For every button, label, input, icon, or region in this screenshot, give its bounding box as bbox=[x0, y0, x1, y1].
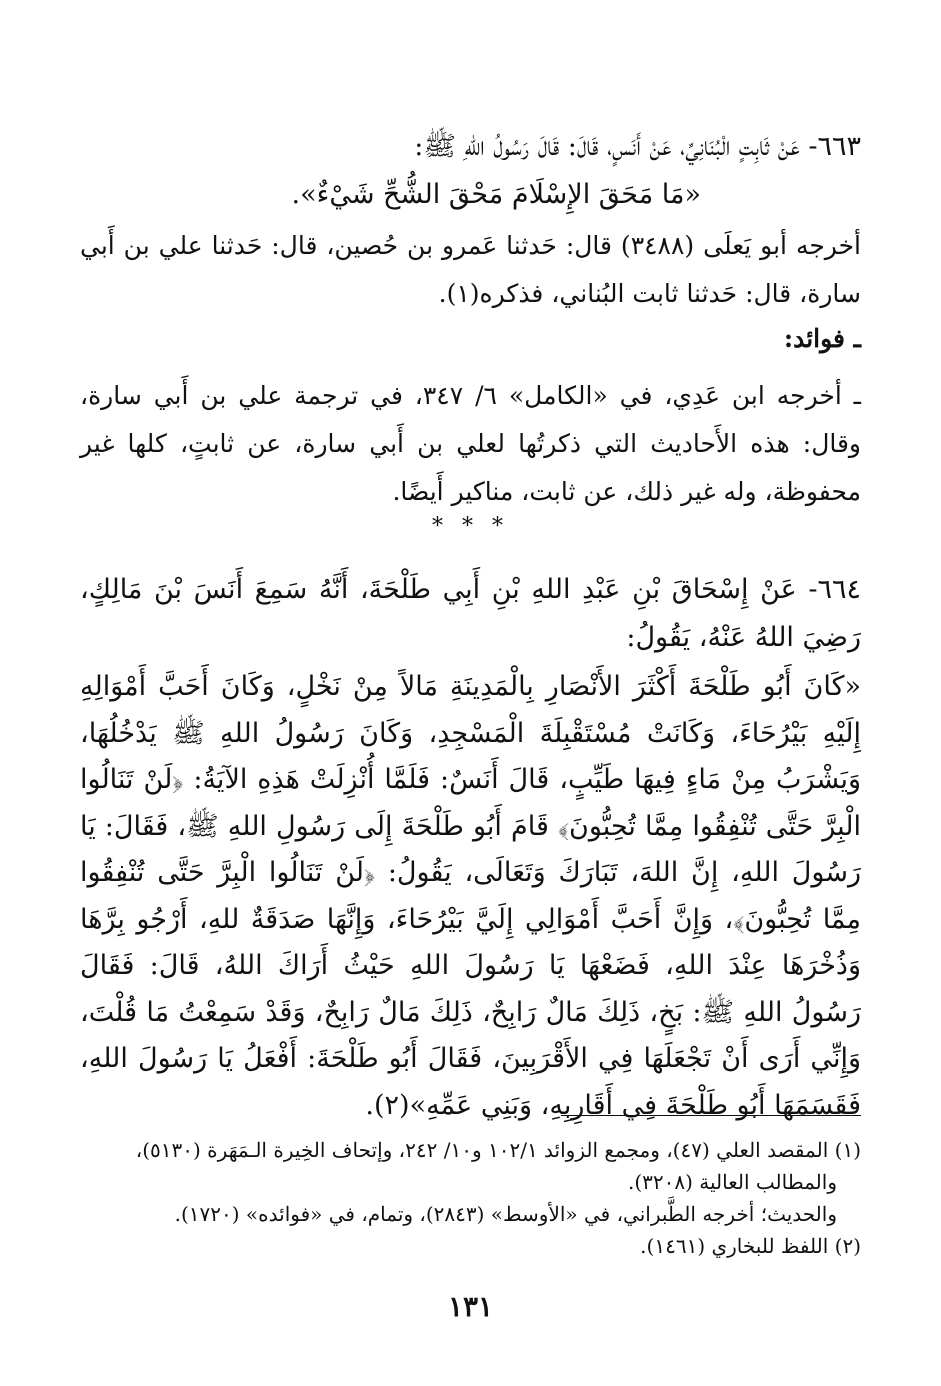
hadith-663-isnad: ٦٦٣- عَنْ ثَابِتٍ الْبُنَانِيِّ، عَنْ أَنَسٍ، قَالَ: قَالَ رَسُولُ اللهِ ﷺ: bbox=[414, 131, 861, 162]
footnote-1-line2: والمطالب العالية (٣٢٠٨). bbox=[627, 1170, 837, 1194]
footnote-1-line1: (١) المقصد العلي (٤٧)، ومجمع الزوائد ١٠٢/١ و١٠/ ٢٤٢، وإتحاف الخِيرة الـمَهَرة (٥١٣٠)، bbox=[135, 1138, 861, 1162]
section-separator: * * * bbox=[432, 514, 509, 539]
footnote-2: (٢) اللفظ للبخاري (١٤٦١). bbox=[640, 1234, 861, 1258]
footnotes bbox=[80, 1134, 861, 1262]
hadith-664-matn: «كَانَ أَبُو طَلْحَةَ أَكْثَرَ الأَنْصَارِ بِالْمَدِينَةِ مَالاً مِنْ نَخْلٍ، وَكَانَ أَحَبَّ أَمْوَالِهِ إِلَيْهِ بَيْرُحَاءَ، وَكَانَتْ مُسْتَقْبِلَةَ الْمَسْجِدِ، وَكَانَ رَسُولُ اللهِ ﷺ يَدْخُلُهَا، وَيَشْرَبُ مِنْ مَاءٍ فِيهَا طَيِّبٍ، قَالَ أَنَسٌ: فَلَمَّا أُنْزِلَتْ هَذِهِ الآيَةُ: ﴿لَنْ تَنَالُوا الْبِرَّ حَتَّى تُنْفِقُوا مِمَّا تُحِبُّونَ﴾ قَامَ أَبُو طَلْحَةَ إِلَى رَسُولِ اللهِ ﷺ، فَقَالَ: يَا رَسُولَ اللهِ، إِنَّ اللهَ، تَبَارَكَ وَتَعَالَى، يَقُولُ: ﴿لَنْ تَنَالُوا الْبِرَّ حَتَّى تُنْفِقُوا مِمَّا تُحِبُّونَ﴾، وَإِنَّ أَحَبَّ أَمْوَالِي إِلَيَّ بَيْرُحَاءَ، وَإِنَّهَا صَدَقَةٌ للهِ، أَرْجُو بِرَّهَا وَذُخْرَهَا عِنْدَ اللهِ، فَضَعْهَا يَا رَسُولَ اللهِ حَيْثُ أَرَاكَ اللهُ، قَالَ: فَقَالَ رَسُولُ اللهِ ﷺ: بَخٍ، ذَلِكَ مَالٌ رَابِحٌ، ذَلِكَ مَالٌ رَابِحٌ، وَقَدْ سَمِعْتُ مَا قُلْتَ، وَإِنِّي أَرَى أَنْ تَجْعَلَهَا فِي الأَقْرَبِينَ، فَقَالَ أَبُو طَلْحَةَ: أَفْعَلُ يَا رَسُولَ اللهِ، فَقَسَمَهَا أَبُو طَلْحَةَ فِي أَقَارِبِهِ، وَبَنِي عَمِّهِ»(٢). bbox=[80, 671, 861, 1121]
fawaid-text: ـ أخرجه ابن عَدِي، في «الكامل» ٦/ ٣٤٧، في ترجمة علي بن أَبي سارة، وقال: هذه الأَحاديث التي ذكرتُها لعلي بن أَبي سارة، عن ثابتٍ، كلها غير محفوظة، وله غير ذلك، عن ثابت، مناكير أَيضًا. bbox=[80, 381, 861, 506]
footnote-1-line3: والحديث؛ أخرجه الطَّبراني، في «الأوسط» (٢٨٤٣)، وتمام، في «فوائده» (١٧٢٠). bbox=[174, 1202, 837, 1226]
hadith-663-matn: «مَا مَحَقَ الإِسْلَامَ مَحْقَ الشُّحِّ شَيْءٌ». bbox=[291, 179, 701, 210]
hadith-663-takhrij: أخرجه أبو يَعلَى (٣٤٨٨) قال: حَدثنا عَمرو بن حُصين، قال: حَدثنا علي بن أَبي سارة، قال: حَدثنا ثابت البُناني، فذكره(١). bbox=[80, 231, 861, 308]
page-number: ١٣١ bbox=[447, 1290, 494, 1323]
hadith-664-isnad: ٦٦٤- عَنْ إِسْحَاقَ بْنِ عَبْدِ اللهِ بْنِ أَبِي طَلْحَةَ، أَنَّهُ سَمِعَ أَنَسَ بْنَ مَالِكٍ، رَضِيَ اللهُ عَنْهُ، يَقُولُ: bbox=[80, 574, 861, 653]
fawaid-heading: ـ فوائد: bbox=[783, 324, 861, 353]
footnote-rule bbox=[561, 1115, 861, 1116]
